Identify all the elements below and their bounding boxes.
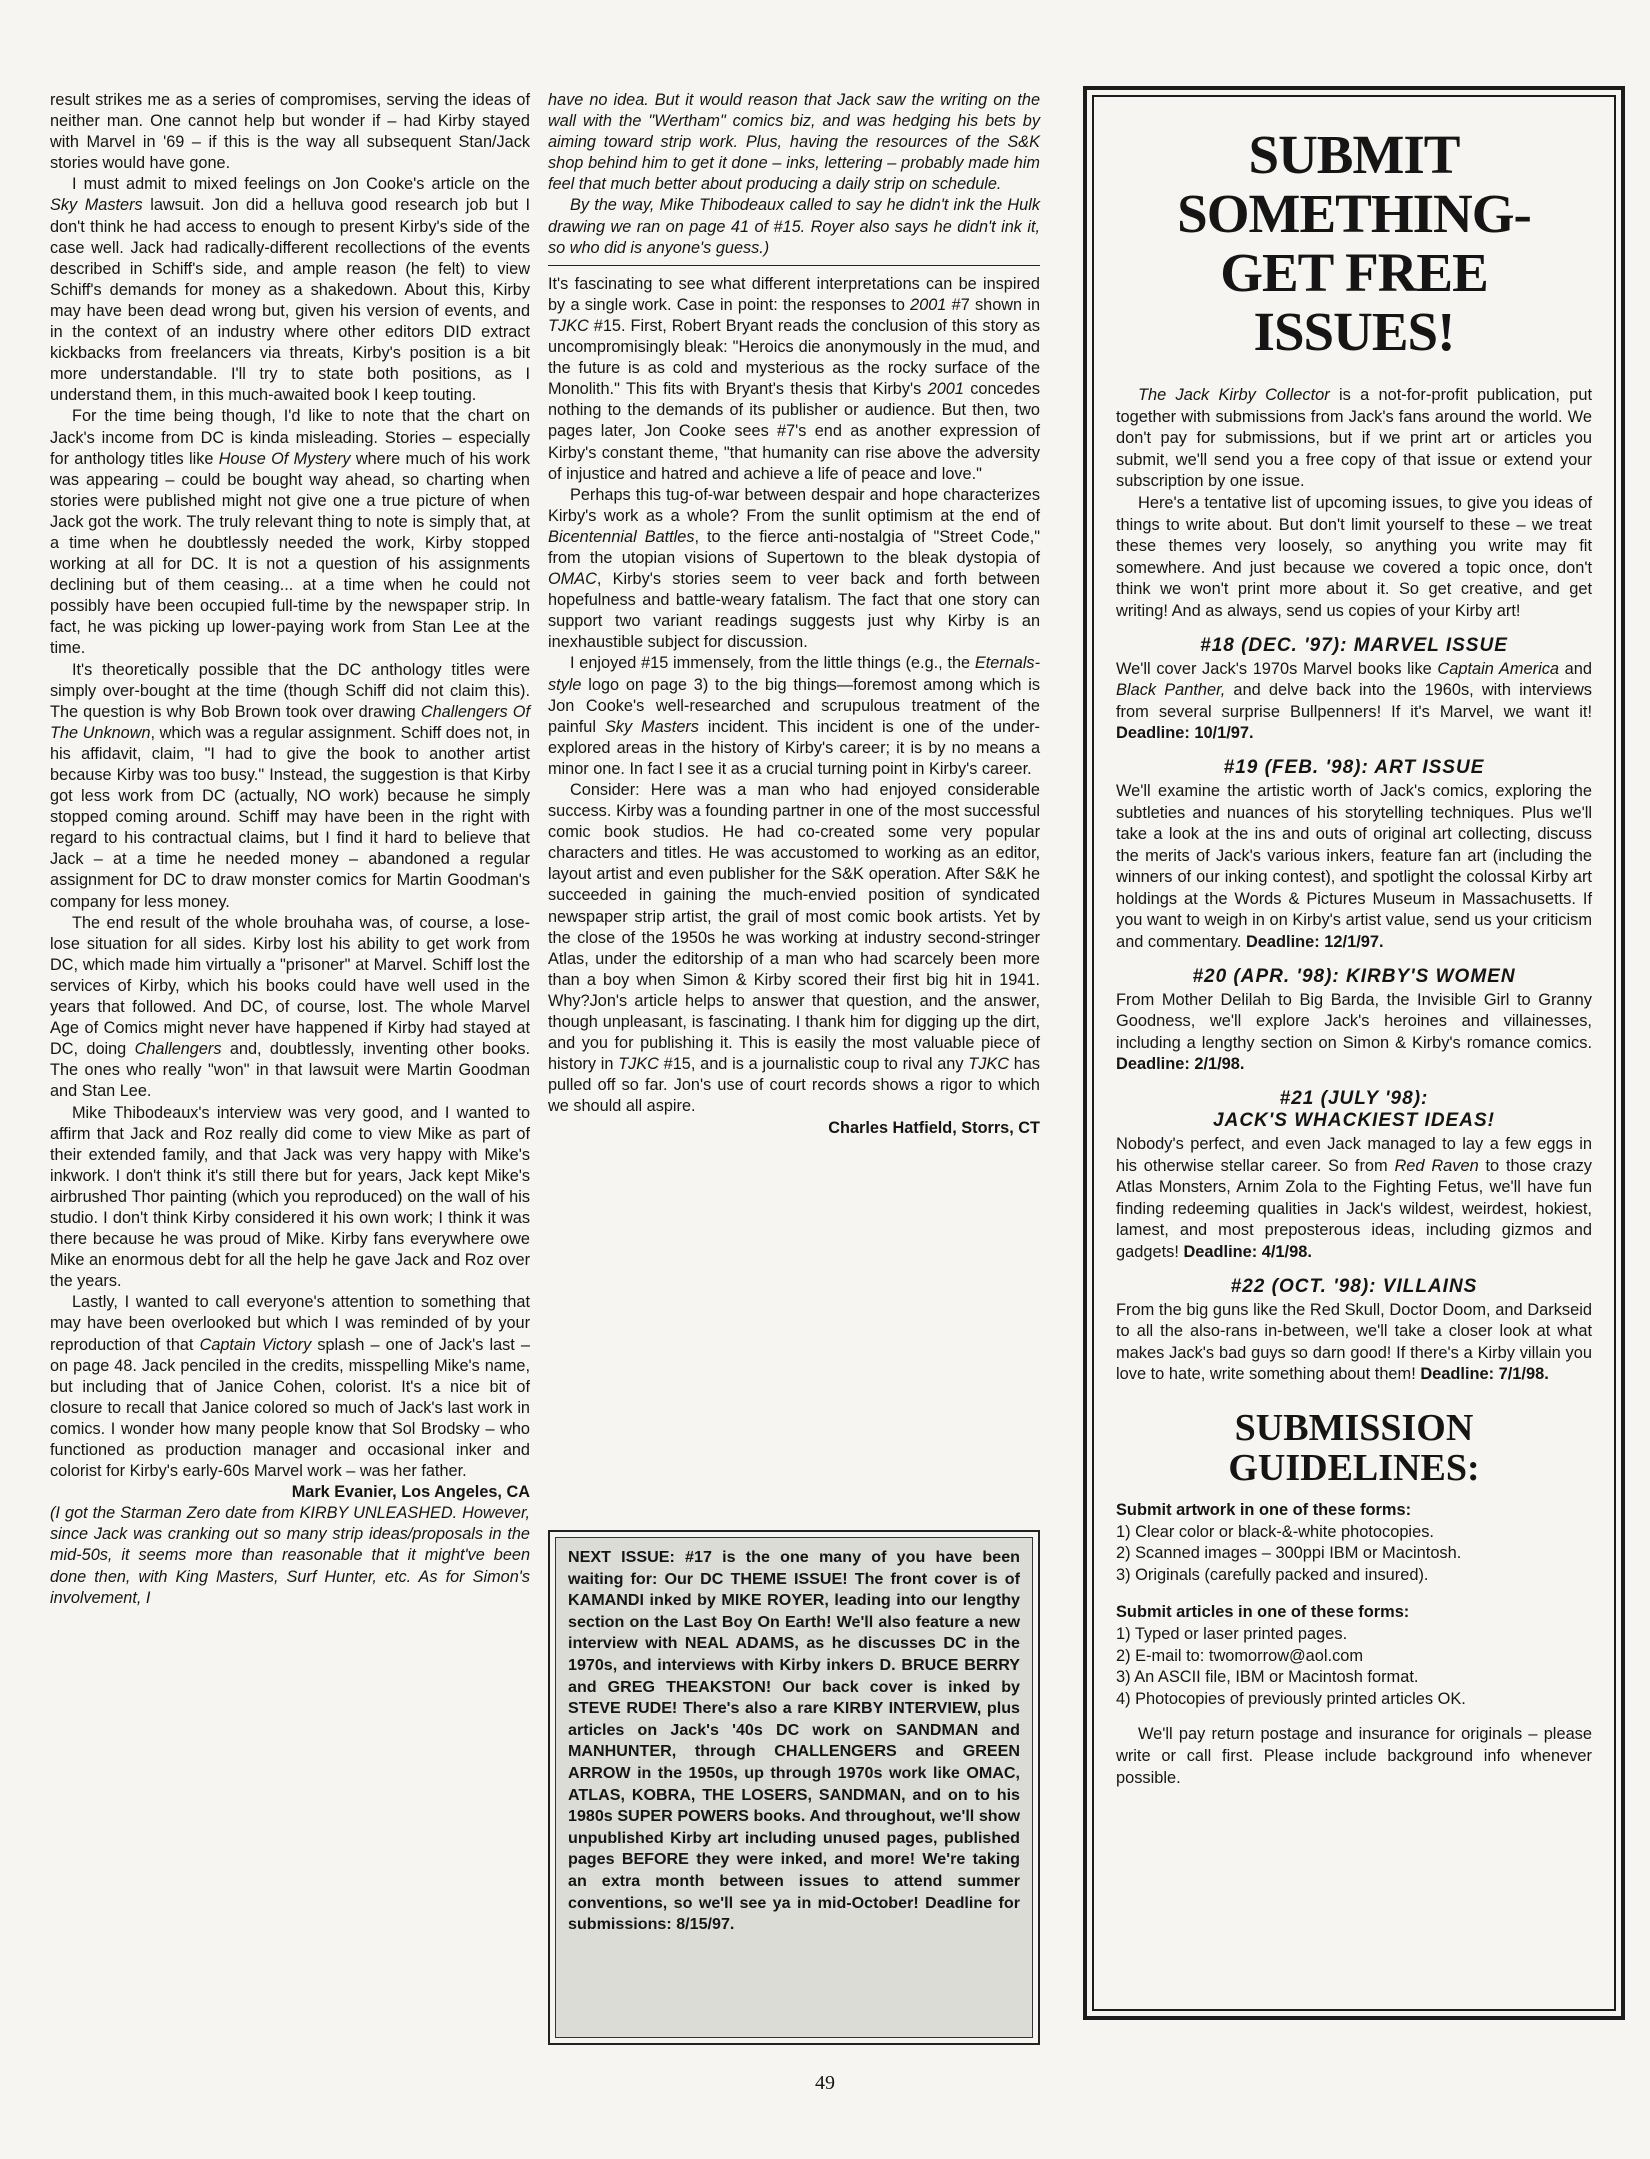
- issue-20-description: From Mother Delilah to Big Barda, the Invisible Girl to Granny Goodness, we'll explore Jack's heroines and villainesses, including a lengthy section on Simon & Kirby's romance comics. Deadline: 2/1/98.: [1116, 990, 1592, 1074]
- editor-reply-continued: have no idea. But it would reason that Jack saw the writing on the wall with the "Wertham" comics biz, and was hedging his bets by aiming toward strip work. Plus, having the resources of the S&K shop behind him to get it done – inks, lettering – probably made him feel that much better about producing a daily strip on schedule.: [548, 91, 1040, 194]
- issue-20-title: #20 (APR. '98): KIRBY'S WOMEN: [1192, 965, 1516, 987]
- guidelines-heading: SUBMISSION GUIDELINES:: [1228, 1406, 1480, 1489]
- letter-paragraph: For the time being though, I'd like to note that the chart on Jack's income from DC is kinda misleading. Stories – especially for anthology titles like House Of Mystery where much of his work was appearing – could be bought way ahead, so charting when stories were published might not give one a true picture of when Jack got the work. The truly relevant thing to note is simply that, at a time when he doubtlessly needed the work, Kirby stopped working at all for DC. It is not a question of his assignments declining but of them ceasing... at a time when he could not possibly have been occupied full-time by the newspaper strip. In fact, he was picking up lower-paying work from Stan Lee at the time.: [50, 407, 530, 658]
- articles-heading: Submit articles in one of these forms:: [1116, 1603, 1410, 1622]
- letters-column-1: [50, 90, 530, 1609]
- issue-21-title: #21 (JULY '98): JACK'S WHACKIEST IDEAS!: [1213, 1088, 1495, 1132]
- letter-paragraph: I must admit to mixed feelings on Jon Cooke's article on the Sky Masters lawsuit. Jon did a helluva good research job but I don't think he had access to enough to present Kirby's side of the case well. Jack had radically-different recollections of the events described in Schiff's side, and ample reason (he felt) to view Schiff's demands for money as a shakedown. About this, Kirby may have been dead wrong but, given his version of events, and in the context of an industry where other editors DID extract kickbacks from freelancers via threats, Kirby's position is a bit more understandable. I'll try to state both positions, as I understand them, in this much-awaited book I keep touting.: [50, 175, 530, 405]
- issue-22-description: From the big guns like the Red Skull, Doctor Doom, and Darkseid to all the also-rans in-between, we'll take a closer look at what makes Jack's bad guys so darn good! If there's a Kirby villain you love to hate, write something about them! Deadline: 7/1/98.: [1116, 1300, 1592, 1384]
- issue-19-title: #19 (FEB. '98): ART ISSUE: [1223, 756, 1485, 778]
- letter-divider: [548, 265, 1040, 266]
- letter-paragraph: Mike Thibodeaux's interview was very good, and I wanted to affirm that Jack and Roz really did come to view Mike as part of their extended family, and that Jack was very happy with Mike's inkwork. I don't think it's still there but for years, Jack kept Mike's airbrushed Thor painting (which you reproduced) on the wall of his studio. I don't think Kirby considered it his own work; I think it was there because he was proud of Mike. Kirby fans everywhere owe Mike an enormous debt for all the help he gave Jack and Roz over the years.: [50, 1103, 530, 1291]
- list-item: 2) E-mail to: twomorrow@aol.com: [1116, 1646, 1364, 1665]
- list-item: 1) Clear color or black-&-white photocopies.: [1116, 1522, 1434, 1541]
- sidebar-inner-frame: [1092, 95, 1616, 2011]
- sidebar-intro-2: Here's a tentative list of upcoming issues, to give you ideas of things to write about. But don't limit yourself to these – we treat these themes very loosely, so anything you write may fit somewhere. And just because we covered a topic once, don't think we won't print more about it. So get creative, and get writing! And as always, send us copies of your Kirby art!: [1116, 493, 1592, 620]
- editor-reply: By the way, Mike Thibodeaux called to say he didn't ink the Hulk drawing we ran on page 41 of #15. Royer also says he didn't ink it, so who did is anyone's guess.): [548, 196, 1040, 257]
- letter-paragraph: I enjoyed #15 immensely, from the little things (e.g., the Eternals-style logo on page 3) to the big things—foremost among which is Jon Cooke's well-researched and scrupulous treatment of the painful Sky Masters incident. This incident is one of the under-explored areas in the history of Kirby's career; it is by no means a minor one. In fact I see it as a crucial turning point in Kirby's career.: [548, 654, 1040, 778]
- issue-18-description: We'll cover Jack's 1970s Marvel books like Captain America and Black Panther, and delve back into the 1960s, with interviews from several surprise Bullpenners! If it's Marvel, we want it! Deadline: 10/1/97.: [1116, 659, 1593, 743]
- sidebar-intro: The Jack Kirby Collector is a not-for-profit publication, put together with submissions from Jack's fans around the world. We don't pay for submissions, but if we print art or articles you submit, we'll send you a free copy of that issue or extend your subscription by one issue.: [1116, 386, 1593, 491]
- letter-signature: Mark Evanier, Los Angeles, CA: [291, 1483, 530, 1502]
- letter-paragraph: Lastly, I wanted to call everyone's attention to something that may have been overlooked but which I was reminded of by your reproduction of that Captain Victory splash – one of Jack's last – on page 48. Jack penciled in the credits, misspelling Mike's name, but including that of Janice Cohen, colorist. It's a nice bit of closure to recall that Janice colored so much of Jack's last work in comics. I wonder how many people know that Sol Brodsky – who functioned as production manager and occasional inker and colorist for Kirby's early-60s Marvel work – was her father.: [50, 1293, 530, 1481]
- letter-paragraph: Perhaps this tug-of-war between despair and hope characterizes Kirby's work as a whole? From the sunlit optimism at the end of Bicentennial Battles, to the fierce anti-nostalgia of "Street Code," from the utopian visions of Supertown to the bleak dystopia of OMAC, Kirby's stories seem to veer back and forth between hopefulness and battle-weary fatalism. The fact that one story can support two variant readings suggests just why Kirby is an inexhaustible subject for discussion.: [548, 485, 1040, 652]
- next-issue-box: [548, 1530, 1040, 2045]
- page-number: 49: [815, 2072, 835, 2094]
- artwork-heading: Submit artwork in one of these forms:: [1116, 1500, 1412, 1519]
- sidebar-heading: SUBMIT SOMETHING- GET FREE ISSUES!: [1177, 124, 1531, 362]
- list-item: 3) Originals (carefully packed and insured).: [1116, 1565, 1429, 1584]
- list-item: 2) Scanned images – 300ppi IBM or Macintosh.: [1116, 1544, 1462, 1563]
- issue-21-description: Nobody's perfect, and even Jack managed to lay a few eggs in his otherwise stellar career. So from Red Raven to those crazy Atlas Monsters, Arnim Zola to the Fighting Fetus, we'll have fun finding redeeming qualities in Jack's wildest, weirdest, hokiest, lamest, and most preposterous ideas, including gizmos and gadgets! Deadline: 4/1/98.: [1116, 1135, 1592, 1261]
- list-item: 3) An ASCII file, IBM or Macintosh format.: [1116, 1668, 1419, 1687]
- issue-18-title: #18 (DEC. '97): MARVEL ISSUE: [1200, 634, 1508, 656]
- letter-paragraph: It's fascinating to see what different interpretations can be inspired by a single work. Case in point: the responses to 2001 #7 shown in TJKC #15. First, Robert Bryant reads the conclusion of this story as uncompromisingly bleak: "Heroics die anonymously in the mud, and the future is as cold and mysterious as the rocky surface of the Monolith." This fits with Bryant's thesis that Kirby's 2001 concedes nothing to the demands of its publisher or audience. But then, two pages later, Jon Cooke sees #7's end as another expression of Kirby's constant theme, "that humanity can rise above the adversity of injustice and hatred and achieve a life of peace and love.": [548, 274, 1041, 483]
- list-item: 4) Photocopies of previously printed articles OK.: [1116, 1689, 1466, 1708]
- next-issue-text: NEXT ISSUE: #17 is the one many of you have been waiting for: Our DC THEME ISSUE! The front cover is of KAMANDI inked by MIKE ROYER, leading into our lengthy section on the Last Boy On Earth! We'll also feature a new interview with NEAL ADAMS, as he discusses DC in the 1970s, and interviews with Kirby inkers D. BRUCE BERRY and GREG THEAKSTON! Our back cover is inked by STEVE RUDE! There's also a rare KIRBY INTERVIEW, plus articles on Jack's '40s DC work on SANDMAN and MANHUNTER, through CHALLENGERS and GREEN ARROW in the 1950s, up through 1970s work like OMAC, ATLAS, KOBRA, THE LOSERS, SANDMAN, and on to his 1980s SUPER POWERS books. And throughout, we'll show unpublished Kirby art including unused pages, published pages BEFORE they were inked, and more! We're taking an extra month between issues to attend summer conventions, so we'll see ya in mid-October! Deadline for submissions: 8/15/97.: [555, 1537, 1033, 2038]
- letter-signature: Charles Hatfield, Storrs, CT: [828, 1118, 1040, 1137]
- letter-paragraph: The end result of the whole brouhaha was, of course, a lose-lose situation for all sides. Kirby lost his ability to get work from DC, which made him virtually a "prisoner" at Marvel. Schiff lost the services of Kirby, which his books could have well used in the years that followed. And DC, of course, lost. The whole Marvel Age of Comics might never have happened if Kirby had stayed at DC, doing Challengers and, doubtlessly, inventing other books. The ones who really "won" in that lawsuit were Martin Goodman and Stan Lee.: [50, 913, 530, 1101]
- submission-sidebar: [1083, 86, 1625, 2020]
- editor-reply: (I got the Starman Zero date from KIRBY UNLEASHED. However, since Jack was cranking out so many strip ideas/proposals in the mid-50s, it seems more than reasonable that it might've been done then, with King Masters, Surf Hunter, etc. As for Simon's involvement, I: [50, 1504, 530, 1607]
- letter-paragraph: result strikes me as a series of compromises, serving the ideas of neither man. One cannot help but wonder if – had Kirby stayed with Marvel in '69 – if this is the way all subsequent Stan/Jack stories would have gone.: [50, 91, 530, 173]
- issue-22-title: #22 (OCT. '98): VILLAINS: [1230, 1275, 1478, 1297]
- letter-paragraph: Consider: Here was a man who had enjoyed considerable success. Kirby was a founding partner in one of the most successful comic book studios. He had co-created some very popular characters and titles. He was accustomed to working as an editor, layout artist and even publisher for the S&K operation. After S&K he succeeded in gaining the much-envied position of syndicated newspaper strip artist, the grail of most comic book artists. Yet by the close of the 1950s he was working at industry second-stringer Atlas, under the editorship of a man who had scarcely been more than a boy when Simon & Kirby scored their first big hit in 1941. Why?Jon's article helps to answer that question, and the answer, though unpleasant, is fascinating. I thank him for digging up the dirt, and you for publishing it. This is easily the most valuable piece of history in TJKC #15, and is a journalistic coup to rival any TJKC has pulled off so far. Jon's use of court records shows a rigor to which we should all aspire.: [548, 781, 1040, 1116]
- sidebar-closing: We'll pay return postage and insurance for originals – please write or call first. Please include background info whenever possible.: [1116, 1725, 1592, 1787]
- list-item: 1) Typed or laser printed pages.: [1116, 1624, 1348, 1643]
- letters-column-2: [548, 90, 1040, 1139]
- issue-19-description: We'll examine the artistic worth of Jack's comics, exploring the subtleties and nuances of his storytelling techniques. Plus we'll take a look at the ins and outs of original art collecting, discuss the merits of Jack's various inkers, feature fan art (including the winners of our inking contest), and spotlight the colossal Kirby art holdings at the Words & Pictures Museum in Massachusetts. If you want to weigh in on Kirby's artist value, send us your criticism and commentary. Deadline: 12/1/97.: [1116, 781, 1592, 952]
- letter-paragraph: It's theoretically possible that the DC anthology titles were simply over-bought at the time (though Schiff did not claim this). The question is why Bob Brown took over drawing Challengers Of The Unknown, which was a regular assignment. Schiff does not, in his affidavit, claim, "I had to give the book to another artist because Kirby was too busy." Instead, the suggestion is that Kirby got less work from DC (actually, NO work) because he simply stopped coming around. Schiff may have been in the right with regard to his contractual claims, but I find it hard to believe that Jack – at a time he needed money – abandoned a regular assignment for DC to draw monster comics for Martin Goodman's company for less money.: [50, 660, 530, 911]
